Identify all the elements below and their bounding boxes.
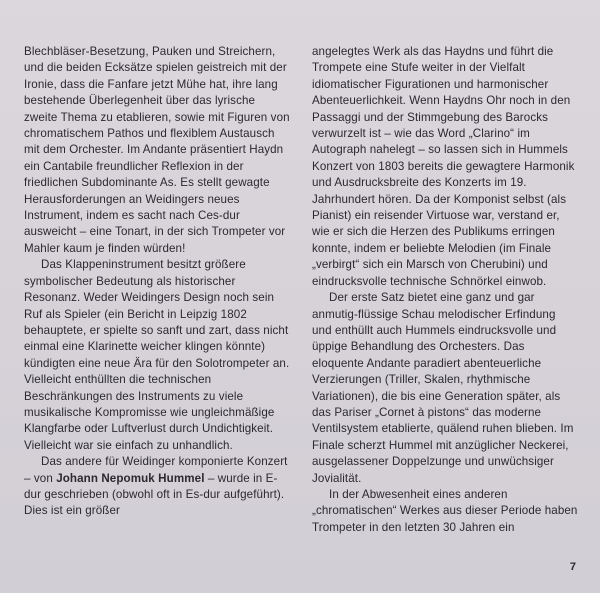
composer-name: Johann Nepomuk Hummel [56, 471, 205, 485]
paragraph [312, 290, 578, 487]
page-number: 7 [569, 561, 576, 573]
left-column [24, 44, 290, 536]
text-run: angelegtes Werk als das Haydns und führt die Trompete eine Stufe weiter in der Vielfalt idiomatischer Figurationen und harmonischer Abenteuerlichkeit. Wenn Haydns Ohr noch in den Passaggi und der Stimmgebung des Barocks verwurzelt ist – wie das Word „Clarino“ im Autograph nahelegt – so lassen sich in Hummels Konzert von 1803 bereits die gewagtere Harmonik und Ausdrucksbreite des Konzerts im 19. Jahrhundert hören. Da der Komponist selbst (als Pianist) ein reisender Virtuose war, verstand er, wie er sich die Herzen des Publikums erringen konnte, indem er beliebte Melodien (im Finale „verbirgt“ sich ein Marsch von Cherubini) und eindrucksvolle technische Schnörkel einwob. [312, 45, 575, 288]
text-run: Das andere für Weidinger komponierte Konzert – von [24, 455, 288, 485]
right-column [312, 44, 578, 536]
text-run: Der erste Satz bietet eine ganz und gar anmutig-flüssige Schau melodischer Erfindung und enthüllt auch Hummels eindrucksvolle und üppige Behandlung des Orchesters. Das eloquente Andante paradiert abenteuerliche Verzierungen (Triller, Skalen, rhythmische Variationen), die bis eine Generation später, als das Pariser „Cornet à pistons“ das moderne Ventilsystem etablierte, quälend ruhen blieben. Im Finale scherzt Hummel mit anzüglicher Neckerei, ausgelassener Doppelzunge und unwüchsiger Jovialität. [312, 291, 574, 485]
paragraph [312, 487, 578, 536]
text-columns [24, 44, 578, 536]
text-run: Das Klappeninstrument besitzt größere symbolischer Bedeutung als historischer Resonanz. Weder Weidingers Design noch sein Ruf als Spieler (ein Bericht in Leipzig 1802 behauptete, er spielte so sanft und zart, dass nicht einmal eine Klarinette weicher klingen könnte) kündigten eine neue Ära für den Solotrompeter an. Vielleicht enthüllten die technischen Beschränkungen des Instruments zu viele musikalische Kompromisse wie ungleichmäßige Klangfarbe oder Luftverlust durch Undichtigkeit. Vielleicht war sie einfach zu unhandlich. [24, 258, 290, 452]
text-run: Blechbläser-Besetzung, Pauken und Streichern, und die beiden Ecksätze spielen geistreich mit der Ironie, dass die Fanfare jetzt Mühe hat, ihre lang bestehende Überlegenheit über das lyrische zweite Thema zu etablieren, sowie mit Figuren von chromatischem Pathos und flexiblem Austausch mit dem Orchester. Im Andante präsentiert Haydn ein Cantabile freundlicher Reflexion in der friedlichen Subdominante As. Es stellt gewagte Herausforderungen an Weidingers neues Instrument, indem es sacht nach Ces-dur ausweicht – eine Tonart, in der sich Trompeter vor Mahler kaum je finden würden! [24, 45, 290, 255]
paragraph [24, 454, 290, 520]
paragraph [312, 44, 578, 290]
paragraph [24, 44, 290, 257]
text-run: In der Abwesenheit eines anderen „chromatischen“ Werkes aus dieser Periode haben Trompeter in den letzten 30 Jahren ein [312, 487, 578, 534]
text-run: – wurde in E-dur geschrieben (obwohl oft in Es-dur aufgeführt). Dies ist ein größer [24, 471, 285, 518]
paragraph [24, 257, 290, 454]
